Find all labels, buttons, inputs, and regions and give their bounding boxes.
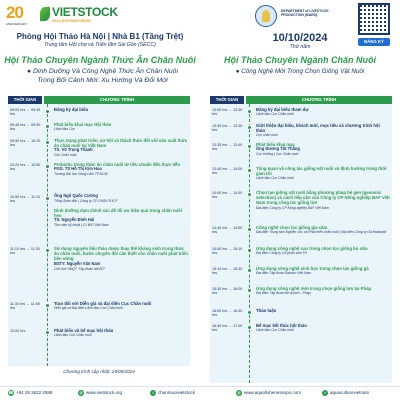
column-header-program: CHƯƠNG TRÌNH bbox=[246, 96, 392, 104]
row-detail: Chủ tịch HĐQT, Tập đoàn NAVET bbox=[54, 266, 105, 271]
row-content bbox=[256, 123, 390, 138]
row-content bbox=[256, 107, 390, 116]
timeline-dot-icon bbox=[247, 125, 252, 130]
timeline-dot-icon bbox=[45, 140, 50, 145]
row-title: Phát biểu và bế mạc hội thảo bbox=[54, 328, 114, 333]
globe-icon: ◍ bbox=[237, 390, 241, 395]
footer-aqua-social-text: aquaculturevietnam bbox=[330, 390, 370, 396]
column-header-program: CHƯƠNG TRÌNH bbox=[44, 96, 190, 104]
row-title: Thảo luận bbox=[256, 308, 277, 313]
row-detail: Cục Chăn nuôi bbox=[54, 153, 77, 158]
row-title: Ứng dụng công nghệ sinh học trong chọn tạo giống gà bbox=[256, 266, 369, 271]
column-header-time: THỜI GIAN bbox=[210, 96, 244, 104]
row-content bbox=[54, 107, 188, 112]
footer bbox=[0, 386, 400, 400]
facebook-icon: f bbox=[322, 390, 328, 396]
row-time: 13:40 hrs → 14:00 hrs bbox=[212, 167, 243, 175]
row-speaker: Ông Dương Tất Thắng bbox=[256, 146, 300, 152]
row-time: 15:30 hrs → 16:00 hrs bbox=[212, 287, 243, 295]
timeline-dot-icon bbox=[247, 144, 252, 149]
row-detail: Lãnh đạo Cục Chăn nuôi bbox=[256, 112, 294, 117]
timeline-dot-icon bbox=[247, 288, 252, 293]
anniversary-number: 20 bbox=[6, 3, 23, 22]
row-title: Thực trạng phát triển, cơ hội và thách thức đối với sản xuất thức ăn chăn nuôi tại Việt Nam bbox=[54, 138, 188, 149]
row-detail: Lãnh đạo Cục Chăn nuôi bbox=[54, 333, 92, 338]
timeline-dot-icon bbox=[247, 192, 252, 197]
row-detail: Đại diện Tập đoàn lợn Axiom - Pháp bbox=[256, 291, 311, 296]
timeline-dot-icon bbox=[247, 109, 252, 114]
column-header-time: THỜI GIAN bbox=[8, 96, 42, 104]
row-content bbox=[54, 208, 188, 228]
footer-facebook-text: chanmuoivietstock bbox=[158, 390, 196, 396]
row-time: 16:40 hrs → 17:00 hrs bbox=[212, 324, 243, 332]
row-detail: Đại diện Công ty CP Nông nghiệp BAF Việt Nam bbox=[256, 205, 330, 210]
row-detail: Đại diện Công ty Cổ phần sữa TH bbox=[256, 251, 307, 256]
timeline-dot-icon bbox=[45, 330, 50, 335]
row-detail: Tổng Giám đốc | Công ty CP CNSH R.E.P bbox=[54, 198, 118, 203]
timeline-dot-icon bbox=[45, 196, 50, 201]
table-header bbox=[8, 96, 190, 104]
row-detail: Lãnh đạo Cục Chăn nuôi bbox=[256, 328, 294, 333]
footer-phone-text: +84 28 3622 2588 bbox=[16, 390, 53, 396]
row-title: Ứng dụng công nghệ cao trong chọn lọc giống bò sữa bbox=[256, 246, 368, 251]
timeline-dot-icon bbox=[247, 168, 252, 173]
row-content bbox=[54, 246, 188, 271]
timeline-dot-icon bbox=[247, 227, 252, 232]
qr-code[interactable] bbox=[358, 3, 390, 35]
row-title: Ứng dụng công nghệ mới trong chọn giống lợn tại Pháp bbox=[256, 286, 372, 291]
brand-sub: 2024 EXPO&FORUM bbox=[52, 18, 91, 23]
row-time: 14:50 hrs → 15:10 hrs bbox=[212, 247, 243, 255]
row-content bbox=[256, 166, 390, 181]
row-title: Giới thiệu đại biểu, khách mời, mục tiêu và chương trình hội thảo bbox=[256, 123, 380, 134]
row-speaker: TS. Nguyễn Đình Hải bbox=[54, 217, 95, 223]
row-detail: Đại diện Trung tâm Nghiên cứu và Phát triển chăn nuôi | Đại diện Công ty Gà Hubbard bbox=[256, 230, 386, 235]
row-time: 10:50 hrs → 11:10 hrs bbox=[10, 195, 41, 203]
venue-title: Phòng Hội Thảo Hà Nội | Nhà B1 (Tầng Trệt) bbox=[16, 32, 184, 41]
row-time: 10:20 hrs → 10:50 hrs bbox=[10, 163, 41, 171]
row-speaker: TS. Võ Trọng Thành bbox=[54, 147, 93, 153]
row-title: Bế mạc kết thúc hội thảo bbox=[256, 323, 307, 328]
row-title: Chọn tạo giống vật nuôi bằng phương pháp hệ gen (genomic selection) và cách tiếp cận của Công ty CP Nông nghiệp BAF Việt Nam trong công tác giống lợn bbox=[256, 190, 390, 206]
globe-icon: ◍ bbox=[79, 390, 83, 395]
register-button[interactable]: ĐĂNG KÝ bbox=[358, 38, 390, 46]
vietstock-leaf-icon bbox=[40, 7, 50, 21]
row-title: Đăng ký đại biểu bbox=[54, 107, 89, 112]
row-title: Dinh dưỡng dạm chính xác để tối ưu hiệu quả trong chăn nuôi heo bbox=[54, 208, 182, 219]
row-content bbox=[256, 308, 390, 313]
venue-subtitle: Trung tâm Hội chợ và Triển lãm Sài Gòn (SECC) bbox=[44, 42, 156, 48]
row-time: 12:00 hrs bbox=[10, 329, 26, 333]
row-title: Trao đổi với Diễn giả và đại diện Cục Chăn nuôi bbox=[54, 301, 152, 306]
row-title: Đăng ký đại biểu tham dự bbox=[256, 107, 309, 112]
timeline-dot-icon bbox=[247, 268, 252, 273]
row-time: 14:40 hrs → 14:50 hrs bbox=[212, 226, 243, 234]
row-detail: Lãnh đạo Cục Chăn nuôi bbox=[256, 176, 294, 181]
row-content bbox=[54, 301, 188, 310]
row-time: 11:10 hrs → 11:30 hrs bbox=[10, 247, 40, 255]
facebook-icon: f bbox=[150, 390, 156, 396]
row-time: 16:00 hrs → 16:40 hrs bbox=[212, 309, 243, 317]
row-content bbox=[54, 138, 188, 158]
row-content bbox=[256, 246, 390, 255]
timeline-dot-icon bbox=[45, 124, 50, 129]
row-title: Sử dụng nguyên liệu thảo dược thay thế kháng sinh trong thức ăn chăn nuôi, bước chuyển đổi cần thiết cho chăn nuôi phát triển bền vững bbox=[54, 246, 188, 262]
timeline-dot-icon bbox=[247, 248, 252, 253]
footer-site-text: www.vietstock.org bbox=[86, 390, 123, 396]
row-detail: Trường Đại học Nông Lâm TP.HCM bbox=[54, 172, 108, 177]
updated-note: Chương trình cập nhật: 25/09/2024 bbox=[63, 369, 135, 374]
timeline-dot-icon bbox=[45, 248, 50, 253]
row-detail: Cục chăn nuôi bbox=[256, 133, 278, 138]
row-content bbox=[256, 286, 390, 295]
row-time: 11:30 hrs → 11:55 hrs bbox=[10, 302, 40, 310]
row-title: Probiotic trong thức ăn chăn nuôi từ tiêu chuẩn đến thực tiễn bbox=[54, 162, 181, 167]
row-content bbox=[54, 162, 188, 176]
row-time: 09:45 hrs → 09:50 hrs bbox=[10, 123, 41, 131]
row-speaker: Ông Ngô Quốc Cường bbox=[54, 193, 98, 198]
row-content bbox=[256, 323, 390, 332]
footer-facebook[interactable] bbox=[150, 390, 195, 396]
row-speaker: PGS. TS Hồ Thị Kim Hoa bbox=[54, 166, 102, 172]
row-title: Tổng quan về công tác giống vật nuôi và định hướng trong thời gian tới bbox=[256, 166, 387, 177]
row-content bbox=[256, 225, 390, 234]
row-title: Phát biểu khai mạc Hội thảo bbox=[54, 122, 112, 127]
row-detail: Cục trưởng | Cục Chăn nuôi bbox=[256, 152, 299, 157]
row-content bbox=[54, 194, 188, 203]
event-date: 10/10/2024 bbox=[272, 32, 328, 44]
right-schedule-table bbox=[210, 96, 392, 383]
footer-aqua-site[interactable] bbox=[236, 390, 301, 396]
row-time: 09:50 hrs → 10:20 hrs bbox=[10, 139, 41, 147]
row-time: 15:10 hrs → 15:30 hrs bbox=[212, 267, 243, 275]
row-detail: Đại diện Tập đoàn Dabaco Việt Nam bbox=[256, 271, 312, 276]
row-title: Công nghệ chọn lọc giống gia cầm bbox=[256, 225, 328, 230]
right-seminar-title: Hội Thảo Chuyên Ngành Chăn Nuôi bbox=[224, 55, 376, 65]
row-detail: Diễn giả và Đại diện Lãnh đạo Cục Chăn nuôi bbox=[54, 306, 123, 311]
footer-site[interactable] bbox=[78, 390, 122, 396]
row-content bbox=[54, 122, 188, 131]
row-time: 13:30 hrs → 13:35 hrs bbox=[212, 124, 243, 132]
anniversary-logo bbox=[6, 3, 34, 26]
timeline-dot-icon bbox=[45, 164, 50, 169]
table-header bbox=[210, 96, 392, 104]
brand-name: VIETSTOCK bbox=[52, 5, 118, 19]
anniversary-caption: ANNIVERSARY bbox=[6, 22, 28, 26]
left-schedule-table bbox=[8, 96, 190, 366]
phone-icon: ☎ bbox=[8, 390, 14, 395]
timeline-dot-icon bbox=[247, 325, 252, 330]
timeline-dot-icon bbox=[45, 109, 50, 114]
row-content bbox=[256, 190, 390, 210]
left-seminar-title: Hội Thảo Chuyên Ngành Thức Ăn Chăn Nuôi bbox=[4, 55, 196, 65]
row-content bbox=[256, 142, 390, 156]
footer-phone[interactable] bbox=[8, 390, 52, 396]
row-detail: Lãnh đạo Cục bbox=[54, 127, 76, 132]
department-emblem-icon bbox=[255, 5, 277, 27]
footer-aqua-site-text: www.aquafisheriesexpo.com bbox=[244, 390, 302, 396]
left-seminar-subtitle: ● Dinh Dưỡng Và Công Nghệ Thức Ăn Chăn Nuôi Trong Bối Cảnh Mới: Xu Hướng Và Đổi Mới bbox=[27, 68, 178, 84]
row-time: 13:00 hrs → 13:30 hrs bbox=[212, 108, 243, 116]
row-time: 14:00 hrs → 14:40 hrs bbox=[212, 191, 243, 199]
row-time: 13:35 hrs → 13:40 hrs bbox=[212, 143, 243, 151]
department-name: DEPARTMENT of LIVESTOCK PRODUCTION (MARD) bbox=[281, 9, 329, 18]
footer-aqua-social[interactable] bbox=[322, 390, 369, 396]
timeline-dot-icon bbox=[247, 310, 252, 315]
right-seminar-subtitle: ● Công Nghệ Mới Trong Chọn Giống Vật Nuôi bbox=[235, 68, 365, 75]
row-content bbox=[54, 328, 188, 337]
event-weekday: Thứ năm bbox=[289, 44, 311, 50]
row-content bbox=[256, 266, 390, 275]
row-speaker: BSTY. Nguyễn Văn Nam bbox=[54, 260, 101, 266]
row-title: Phát biểu khai mạc bbox=[256, 142, 295, 147]
timeline-dot-icon bbox=[45, 303, 50, 308]
row-time: 09:00 hrs → 09:45 hrs bbox=[10, 108, 41, 116]
row-detail: Thư viện kỹ thuật | CJ BIO Việt Nam bbox=[54, 223, 109, 228]
